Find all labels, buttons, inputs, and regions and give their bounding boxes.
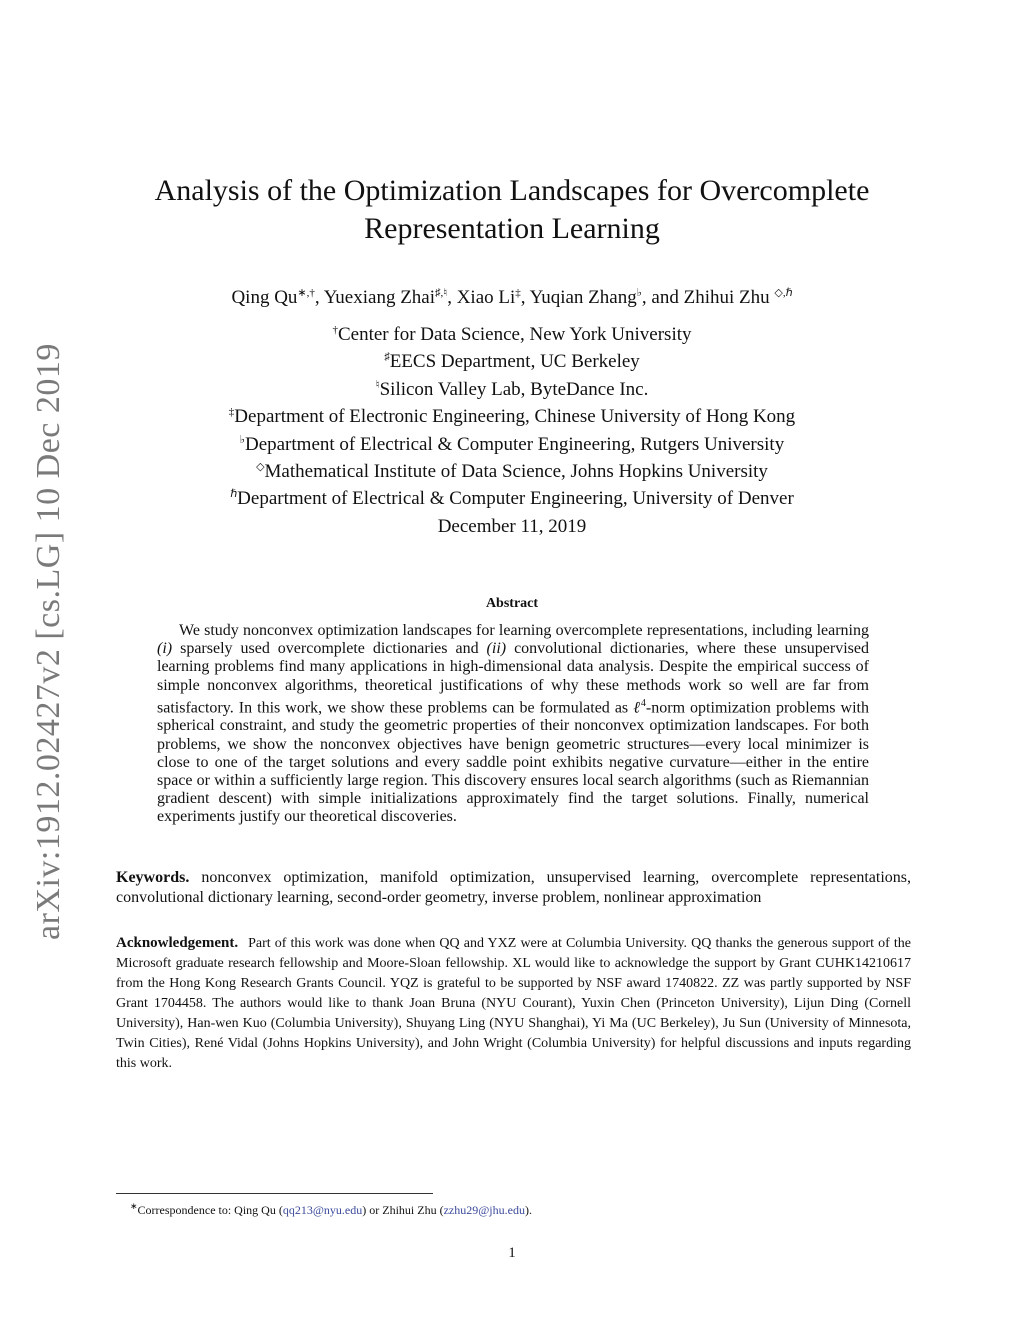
email-link-zhihui-zhu[interactable]: zzhu29@jhu.edu	[443, 1203, 525, 1217]
affiliation-mark: †	[332, 324, 338, 336]
footnote-text: Correspondence to: Qing Qu (	[137, 1203, 283, 1217]
paper-title	[100, 172, 924, 248]
affiliation-item	[100, 401, 924, 428]
affiliation-mark: ℏ	[230, 488, 238, 501]
affiliation-item	[100, 456, 924, 483]
abstract-text: We study nonconvex optimization landscapes for learning overcomplete representations, including learning	[179, 622, 869, 639]
affiliation-mark: ‡	[228, 406, 235, 419]
affiliation-text: Silicon Valley Lab, ByteDance Inc.	[379, 378, 649, 400]
acknowledgement-label: Acknowledgement.	[116, 935, 239, 951]
affiliation-text: Center for Data Science, New York University	[337, 324, 692, 345]
author-separator: ,	[520, 287, 530, 308]
correspondence-footnote	[130, 1197, 910, 1219]
affiliation-text: EECS Department, UC Berkeley	[389, 351, 640, 373]
affiliation-item	[100, 429, 924, 456]
footnote-text: ) or Zhihui Zhu (	[362, 1203, 444, 1217]
author-list	[100, 280, 924, 311]
author-marks: ‡	[515, 287, 521, 299]
page-number: 1	[508, 1245, 516, 1261]
affiliation-item	[100, 346, 924, 373]
norm-symbol: ℓ	[633, 699, 641, 717]
affiliation-item	[100, 483, 924, 510]
author-name: Zhihui Zhu	[683, 287, 775, 308]
author-marks: ♭	[636, 287, 642, 299]
author-name: Yuqian Zhang	[529, 287, 637, 308]
keywords-label: Keywords.	[116, 869, 190, 886]
footnote-text: ).	[524, 1203, 532, 1217]
affiliation-list	[100, 319, 924, 511]
abstract-italic-item: (ii)	[486, 640, 507, 658]
affiliation-text: Department of Electrical & Computer Engineering, Rutgers University	[244, 433, 785, 455]
author-marks: ♯,♮	[435, 287, 448, 299]
affiliation-mark: ♮	[375, 378, 380, 391]
affiliation-text: Department of Electronic Engineering, Chinese University of Hong Kong	[234, 406, 796, 428]
abstract-body	[157, 622, 869, 827]
abstract-text: convolutional dictionaries, where these unsupervised learning problems find many applications in high-dimensional data analysis. Despite the empirical success of simple nonconvex algorithms, theoretical justifications of why these methods work so well are far from satisfactory. In this work, we show these problems can be formulated as	[157, 640, 869, 717]
footnote-divider	[116, 1193, 433, 1194]
affiliation-item	[100, 374, 924, 401]
norm-power: 4	[640, 697, 646, 709]
author-marks: ◇,ℏ	[774, 287, 793, 299]
affiliation-item	[100, 319, 924, 346]
keywords-section	[116, 868, 911, 908]
author-marks: ∗,†	[297, 287, 315, 299]
abstract-text: sparsely used overcomplete dictionaries and	[172, 640, 487, 658]
title-line-2: Representation Learning	[364, 212, 660, 245]
author-name: Qing Qu	[231, 287, 298, 308]
author-name: Xiao Li	[456, 287, 516, 308]
abstract-text: -norm optimization problems with spherical constraint, and study the geometric properties of their nonconvex optimization landscapes. For both problems, we show the nonconvex objectives have benign geometric structures—every local minimizer is close to one of the target solutions and every saddle point exhibits negative curvature—either in the entire space or within a sufficiently large region. This discovery ensures local search algorithms (such as Riemannian gradient descent) with simple initializations approximately find the target solutions. Finally, numerical experiments justify our theoretical discoveries.	[157, 699, 869, 826]
acknowledgement-text: Part of this work was done when QQ and YXZ were at Columbia University. QQ thanks the generous support of the Microsoft graduate research fellowship and Moore-Sloan fellowship. XL would like to acknowledge the support by Grant CUHK14210617 from the Hong Kong Research Grants Council. YQZ is grateful to be supported by NSF award 1740822. ZZ was partly supported by NSF Grant 1704458. The authors would like to thank Joan Bruna (NYU Courant), Yuxin Chen (Princeton University), Lijun Ding (Cornell University), Han-wen Kuo (Columbia University), Shuyang Ling (NYU Shanghai), Yi Ma (UC Berkeley), Ju Sun (University of Minnesota, Twin Cities), René Vidal (Johns Hopkins University), and John Wright (Columbia University) for helpful discussions and inputs regarding this work.	[116, 936, 911, 1071]
keywords-text: nonconvex optimization, manifold optimization, unsupervised learning, overcomplete representations, convolutional dictionary learning, second-order geometry, inverse problem, nonlinear approximation	[116, 869, 911, 906]
abstract-italic-item: (i)	[157, 640, 173, 658]
author-separator: , and	[641, 287, 684, 308]
affiliation-mark: ◇	[256, 461, 265, 474]
affiliation-mark: ♭	[239, 433, 245, 446]
paper-date: December 11, 2019	[437, 516, 587, 537]
affiliation-text: Department of Electrical & Computer Engineering, University of Denver	[237, 488, 794, 510]
acknowledgement-section	[116, 933, 911, 1074]
abstract-heading: Abstract	[485, 596, 539, 611]
author-name: Yuexiang Zhai	[323, 287, 436, 308]
email-link-qing-qu[interactable]: qq213@nyu.edu	[282, 1203, 363, 1217]
title-line-1: Analysis of the Optimization Landscapes for Overcomplete	[154, 174, 870, 207]
author-separator: ,	[314, 287, 324, 308]
affiliation-mark: ♯	[384, 351, 390, 364]
footnote-mark: ∗	[130, 1201, 138, 1211]
arxiv-stamp: arXiv:1912.02427v2 [cs.LG] 10 Dec 2019	[30, 343, 67, 940]
author-separator: ,	[447, 287, 457, 308]
affiliation-text: Mathematical Institute of Data Science, Johns Hopkins University	[264, 461, 768, 483]
